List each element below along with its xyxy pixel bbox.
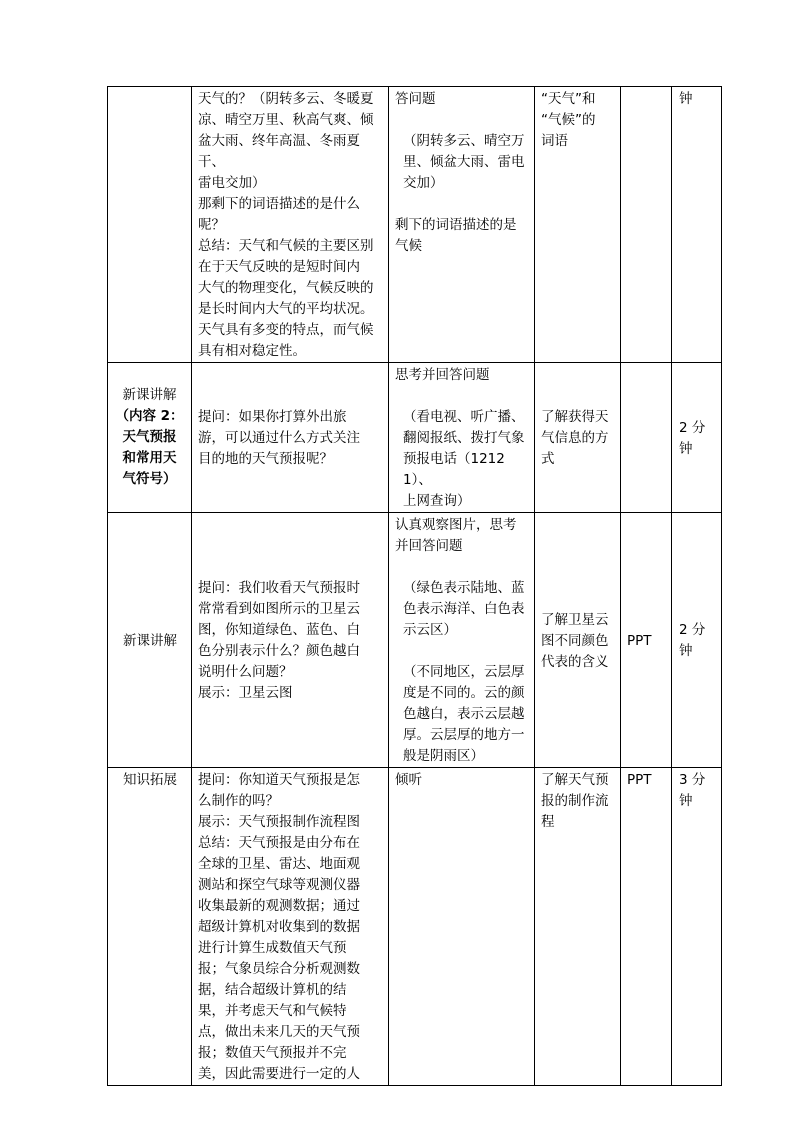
text-line: 总结：天气预报是由分布在 [198, 835, 360, 851]
text-line: 思考并回答问题 [395, 367, 490, 383]
text-line: （不同地区，云层厚 [403, 664, 525, 680]
text-line: 报的制作流 [541, 793, 609, 809]
student-activity-cell [389, 363, 535, 513]
text-line: 天气具有多变的特点，而气候 [198, 322, 374, 338]
text-line: 游，可以通过什么方式关注 [198, 430, 360, 446]
text-line: 钟 [679, 91, 693, 107]
text-line: 预报电话（12121）、 [403, 451, 505, 488]
text-line: 3 分 [679, 772, 706, 788]
text-line: 说明什么问题？ [198, 664, 293, 680]
text-line: （内容 2： [115, 408, 184, 424]
text-line: 具有相对稳定性。 [198, 343, 306, 359]
text-line: 雷电交加） [198, 175, 266, 191]
text-line: 大气的物理变化，气候反映的 [198, 280, 374, 296]
text-line: 展示：卫星云图 [198, 685, 293, 701]
text-line: 色表示海洋、白色表 [403, 601, 525, 617]
text-line: 了解获得天 [541, 409, 609, 425]
text-line: 剩下的词语描述的是 [395, 217, 517, 233]
media-cell [621, 363, 672, 513]
text-line: 翻阅报纸、拨打气象 [403, 430, 525, 446]
text-line: 进行计算生成数值天气预 [198, 940, 347, 956]
text-line: 答问题 [395, 91, 436, 107]
text-line: 新课讲解 [122, 387, 177, 403]
design-intent-cell [535, 768, 621, 1086]
text-line: （阴转多云、晴空万 [403, 133, 525, 149]
text-line: 天气的？（阴转多云、冬暖夏 [198, 91, 374, 107]
student-activity-cell [389, 513, 535, 768]
text-line: 新课讲解 [123, 632, 177, 649]
table-row [108, 363, 722, 513]
text-line: 交加） [403, 175, 444, 191]
text-line: （绿色表示陆地、蓝 [403, 580, 525, 596]
text-line: 了解卫星云 [541, 611, 609, 628]
text-line: （看电视、听广播、 [403, 409, 525, 425]
text-line: 全球的卫星、雷达、地面观 [198, 856, 360, 872]
text-line: 2 分 [679, 622, 706, 638]
text-line: 代表的含义 [541, 653, 609, 670]
text-line: 凉、晴空万里、秋高气爽、倾 [198, 112, 374, 128]
teacher-activity-cell [192, 768, 389, 1086]
text-line: 程 [541, 814, 555, 830]
text-line: 钟 [679, 643, 693, 659]
media-cell: PPT [621, 513, 672, 768]
table-row [108, 513, 722, 768]
time-cell [672, 87, 722, 363]
text-line: 据，结合超级计算机的结 [198, 982, 347, 998]
lesson-plan-table [107, 86, 722, 1086]
design-intent-cell [535, 513, 621, 768]
student-activity-cell [389, 87, 535, 363]
text-line: 厚。云层厚的地方一 [403, 727, 525, 743]
text-line: 式 [541, 451, 555, 467]
stage-cell [108, 513, 192, 768]
text-line: 提问：我们收看天气预报时 [198, 580, 360, 596]
text-line: 气候 [395, 238, 422, 254]
text-line: 并回答问题 [395, 538, 463, 554]
text-line: 美，因此需要进行一定的人 [198, 1066, 360, 1082]
text-line: 是长时间内大气的平均状况。 [198, 301, 374, 317]
text-line: 提问：如果你打算外出旅 [198, 409, 347, 425]
text-line: 般是阴雨区） [403, 748, 484, 764]
text-line: 词语 [541, 133, 568, 149]
text-line: 测站和探空气球等观测仪器 [198, 877, 360, 893]
text-line: 气符号） [122, 471, 177, 487]
text-line: 超级计算机对收集到的数据 [198, 919, 360, 935]
text-line: 呢？ [198, 217, 225, 233]
media-cell: PPT [621, 768, 672, 1086]
text-line: 图，你知道绿色、蓝色、白 [198, 622, 360, 638]
text-line: 图不同颜色 [541, 632, 609, 649]
text-line: 报；气象员综合分析观测数 [198, 961, 360, 977]
text-line: 2 分 [679, 419, 706, 436]
text-line: “气候”的 [541, 112, 596, 128]
text-line: 了解天气预 [541, 772, 609, 788]
text-line: 和常用天 [122, 450, 177, 466]
stage-cell [108, 363, 192, 513]
text-line: 天气预报 [122, 429, 177, 445]
time-cell [672, 768, 722, 1086]
text-line: 果，并考虑天气和气候特 [198, 1003, 347, 1019]
text-line: 报；数值天气预报并不完 [198, 1045, 347, 1061]
text-line: 提问：你知道天气预报是怎 [198, 772, 360, 788]
time-cell [672, 513, 722, 768]
text-line: 盆大雨、终年高温、冬雨夏干、 [198, 133, 360, 170]
teacher-activity-cell [192, 363, 389, 513]
text-line: 点，做出未来几天的天气预 [198, 1024, 360, 1040]
text-line: “天气”和 [541, 91, 596, 107]
table-row [108, 768, 722, 1086]
text-line: 上网查询） [403, 493, 471, 509]
text-line: 气信息的方 [541, 430, 609, 446]
teacher-activity-cell [192, 513, 389, 768]
text-line: 度是不同的。云的颜 [403, 685, 525, 701]
stage-cell [108, 768, 192, 1086]
stage-cell [108, 87, 192, 363]
text-line: 总结：天气和气候的主要区别 [198, 238, 374, 254]
time-cell [672, 363, 722, 513]
text-line: 知识拓展 [123, 772, 177, 788]
text-line: 那剩下的词语描述的是什么 [198, 196, 360, 212]
text-line: 么制作的吗？ [198, 793, 279, 809]
media-cell [621, 87, 672, 363]
table-row [108, 87, 722, 363]
text-line: 示云区） [403, 622, 457, 638]
text-line: 里、倾盆大雨、雷电 [403, 154, 525, 170]
text-line: 倾听 [395, 772, 422, 788]
text-line: 认真观察图片，思考 [395, 517, 517, 533]
design-intent-cell [535, 363, 621, 513]
design-intent-cell [535, 87, 621, 363]
text-line: 常常看到如图所示的卫星云 [198, 601, 360, 617]
student-activity-cell [389, 768, 535, 1086]
text-line: 色越白，表示云层越 [403, 706, 525, 722]
text-line: 目的地的天气预报呢？ [198, 451, 333, 467]
text-line: 色分别表示什么？颜色越白 [198, 643, 360, 659]
text-line: 在于天气反映的是短时间内 [198, 259, 360, 275]
text-line: 钟 [679, 793, 693, 809]
text-line: 展示：天气预报制作流程图 [198, 814, 360, 830]
text-line: 收集最新的观测数据；通过 [198, 898, 360, 914]
teacher-activity-cell [192, 87, 389, 363]
text-line: 钟 [679, 440, 693, 457]
